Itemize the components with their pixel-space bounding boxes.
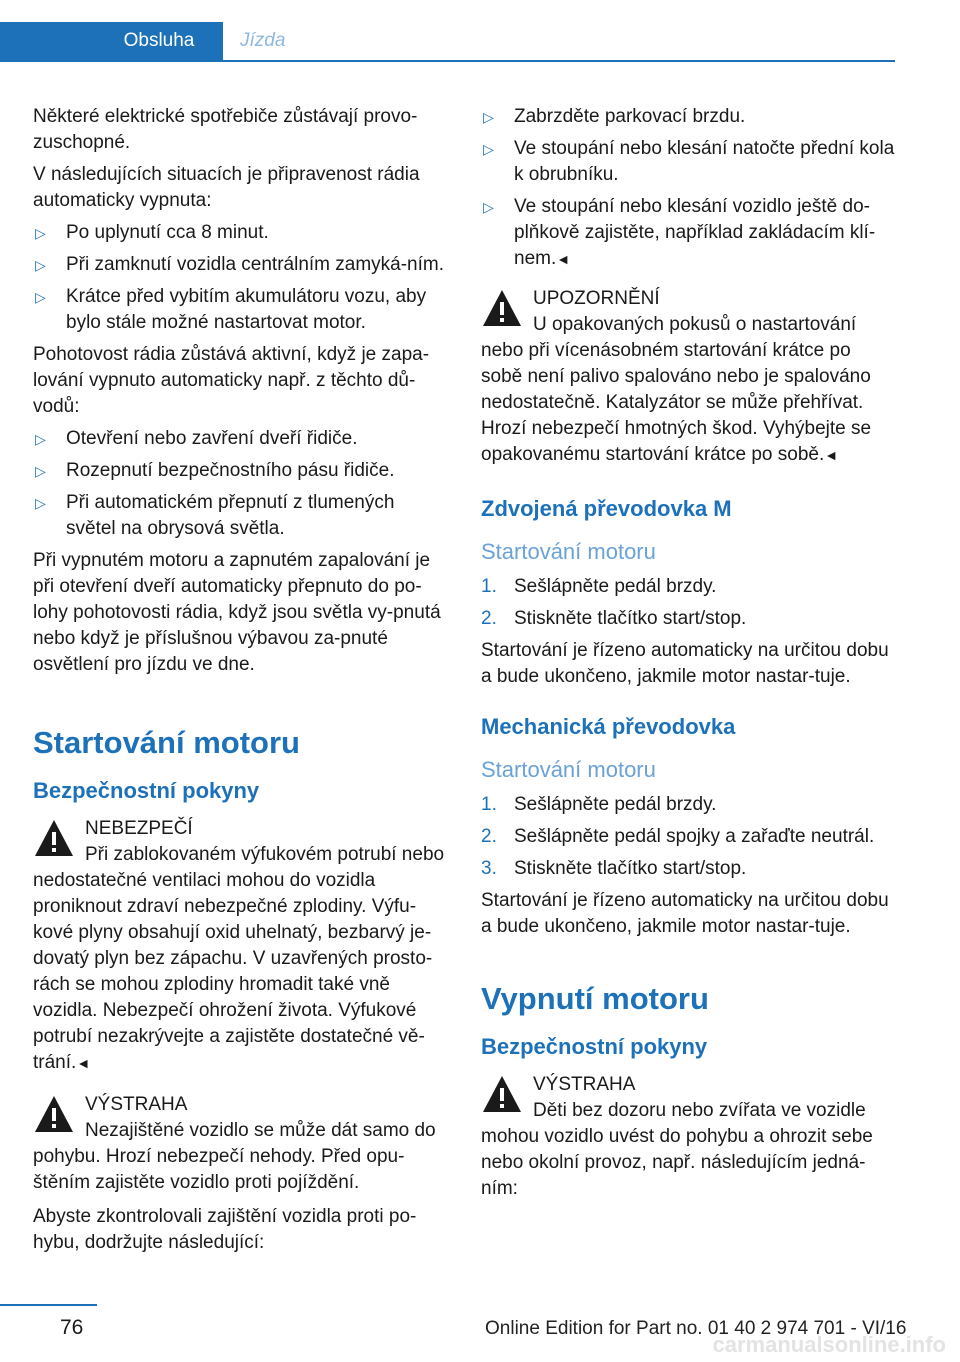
subsubsection-title: Startování motoru: [481, 757, 656, 782]
bullet-arrow-icon: ▷: [35, 431, 46, 447]
list-item: 2. Stiskněte tlačítko start/stop.: [481, 608, 747, 629]
list-item: 2. Sešlápněte pedál spojky a zařaďte neutrál.: [481, 826, 875, 847]
bullet-arrow-icon: ▷: [483, 199, 494, 215]
bullet-arrow-icon: ▷: [483, 141, 494, 157]
warning-title: UPOZORNĚNÍ: [533, 288, 660, 309]
bullet-arrow-icon: ▷: [35, 225, 46, 241]
warning-text: Děti bez dozoru nebo zvířata ve vozidle mohou vozidlo uvést do pohybu a ohrozit sebe nebo okolní provoz, např. následujícím jedná-ním:: [481, 1100, 873, 1199]
paragraph: Abyste zkontrolovali zajištění vozidla proti po-hybu, dodržujte následující:: [33, 1206, 417, 1253]
list-item: ▷ Rozepnutí bezpečnostního pásu řidiče.: [33, 458, 448, 484]
subsubsection-title: Startování motoru: [481, 539, 656, 564]
watermark: carmanualsonline.info: [712, 1332, 946, 1357]
danger-box: [33, 816, 448, 1076]
bullet-arrow-icon: ▷: [35, 289, 46, 305]
section-title: Vypnutí motoru: [481, 981, 709, 1016]
chapter-tabs: [0, 22, 895, 62]
paragraph: Startování je řízeno automaticky na určitou dobu a bude ukončeno, jakmile motor nastar-tuje.: [481, 640, 889, 687]
tab-obsluha[interactable]: Obsluha: [0, 22, 223, 60]
warning-triangle-icon: [481, 288, 523, 328]
bullet-arrow-icon: ▷: [35, 495, 46, 511]
tab-jizda[interactable]: Jízda: [240, 30, 286, 51]
warning-triangle-icon: [33, 818, 75, 858]
warning-title: NEBEZPEČÍ: [85, 818, 193, 839]
warning-title: VÝSTRAHA: [533, 1074, 636, 1095]
subsection-title: Zdvojená převodovka M: [481, 496, 732, 521]
warning-triangle-icon: [33, 1094, 75, 1134]
bullet-arrow-icon: ▷: [483, 109, 494, 125]
end-mark-icon: ◄: [556, 251, 571, 267]
bullet-list: [481, 104, 896, 272]
numbered-list: [481, 792, 896, 882]
bullet-list: [33, 220, 448, 336]
bullet-arrow-icon: ▷: [35, 257, 46, 273]
caution-box: [481, 286, 896, 468]
warning-box: [481, 1072, 896, 1202]
list-item: ▷ Ve stoupání nebo klesání vozidlo ještě do-plňkově zajistěte, například zakládacím klí-nem.◄: [483, 196, 876, 269]
end-mark-icon: ◄: [824, 447, 839, 463]
list-item: 3. Stiskněte tlačítko start/stop.: [481, 858, 747, 879]
warning-title: VÝSTRAHA: [85, 1094, 188, 1115]
page-number: 76: [60, 1316, 84, 1339]
paragraph: Pohotovost rádia zůstává aktivní, když je zapa-lování vypnuto automaticky např. z těchto dů-vodů:: [33, 344, 430, 417]
warning-text: Při zablokovaném výfukovém potrubí nebo nedostatečné ventilaci mohou do vozidla proniknout zdraví nebezpečné zplodiny. Výfu-kové plyny obsahují oxid uhelnatý, bezbarvý je-dovatý plyn bez zápachu. V uzavřených prosto-rách se mohou zplodiny hromadit také vně vozidla. Nebezpečí ohrožení života. Výfukové potrubí nezakrývejte a zajistěte dostatečné vě-trání.: [33, 844, 445, 1073]
edition-text: Online Edition for Part no. 01 40 2 974 701 - VI/16: [485, 1318, 907, 1339]
subsection-title: Bezpečnostní pokyny: [33, 778, 260, 803]
list-item: ▷ Při automatickém přepnutí z tlumených světel na obrysová světla.: [35, 492, 395, 539]
end-mark-icon: ◄: [76, 1055, 91, 1071]
subsection-title: Bezpečnostní pokyny: [481, 1034, 708, 1059]
warning-text: U opakovaných pokusů o nastartování nebo při vícenásobném startování krátce po sobě není palivo spalováno nebo je spalováno nedostatečně. Katalyzátor se může přehřívat. Hrozí nebezpečí hmotných škod. Vyhýbejte se opakovanému startování krátce po sobě.: [481, 314, 872, 465]
list-item: ▷ Otevření nebo zavření dveří řidiče.: [33, 426, 448, 452]
list-item: 1. Sešlápněte pedál brzdy.: [481, 576, 717, 597]
left-column: [33, 104, 448, 1262]
list-item: 1. Sešlápněte pedál brzdy.: [481, 794, 717, 815]
paragraph: Některé elektrické spotřebiče zůstávají provo-zuschopné.: [33, 106, 418, 153]
warning-box: [33, 1092, 448, 1196]
section-title: Startování motoru: [33, 725, 300, 760]
right-column: [481, 104, 896, 1210]
paragraph: V následujících situacích je připravenost rádia automaticky vypnuta:: [33, 164, 420, 211]
paragraph: Při vypnutém motoru a zapnutém zapalování je při otevření dveří automaticky přepnuto do po-lohy pohotovosti rádia, když jsou světla vy-pnutá nebo když je příslušnou výbavou za-pnuté osvětlení pro jízdu ve dne.: [33, 550, 441, 675]
list-item: ▷ Krátce před vybitím akumulátoru vozu, aby bylo stále možné nastartovat motor.: [35, 286, 427, 333]
bullet-list: [33, 426, 448, 542]
list-item: ▷ Ve stoupání nebo klesání natočte přední kola k obrubníku.: [483, 138, 895, 185]
list-item: ▷ Zabrzděte parkovací brzdu.: [481, 104, 896, 130]
numbered-list: [481, 574, 896, 632]
tab-underline: [0, 60, 895, 62]
warning-triangle-icon: [481, 1074, 523, 1114]
footer-rule: [0, 1304, 97, 1306]
warning-text: Nezajištěné vozidlo se může dát samo do pohybu. Hrozí nebezpečí nehody. Před opu-štěním zajistěte vozidlo proti pojíždění.: [33, 1120, 436, 1193]
paragraph: Startování je řízeno automaticky na určitou dobu a bude ukončeno, jakmile motor nastar-tuje.: [481, 890, 889, 937]
list-item: ▷ Při zamknutí vozidla centrálním zamyká-ním.: [33, 252, 448, 278]
list-item: ▷ Po uplynutí cca 8 minut.: [33, 220, 448, 246]
subsection-title: Mechanická převodovka: [481, 714, 736, 739]
bullet-arrow-icon: ▷: [35, 463, 46, 479]
